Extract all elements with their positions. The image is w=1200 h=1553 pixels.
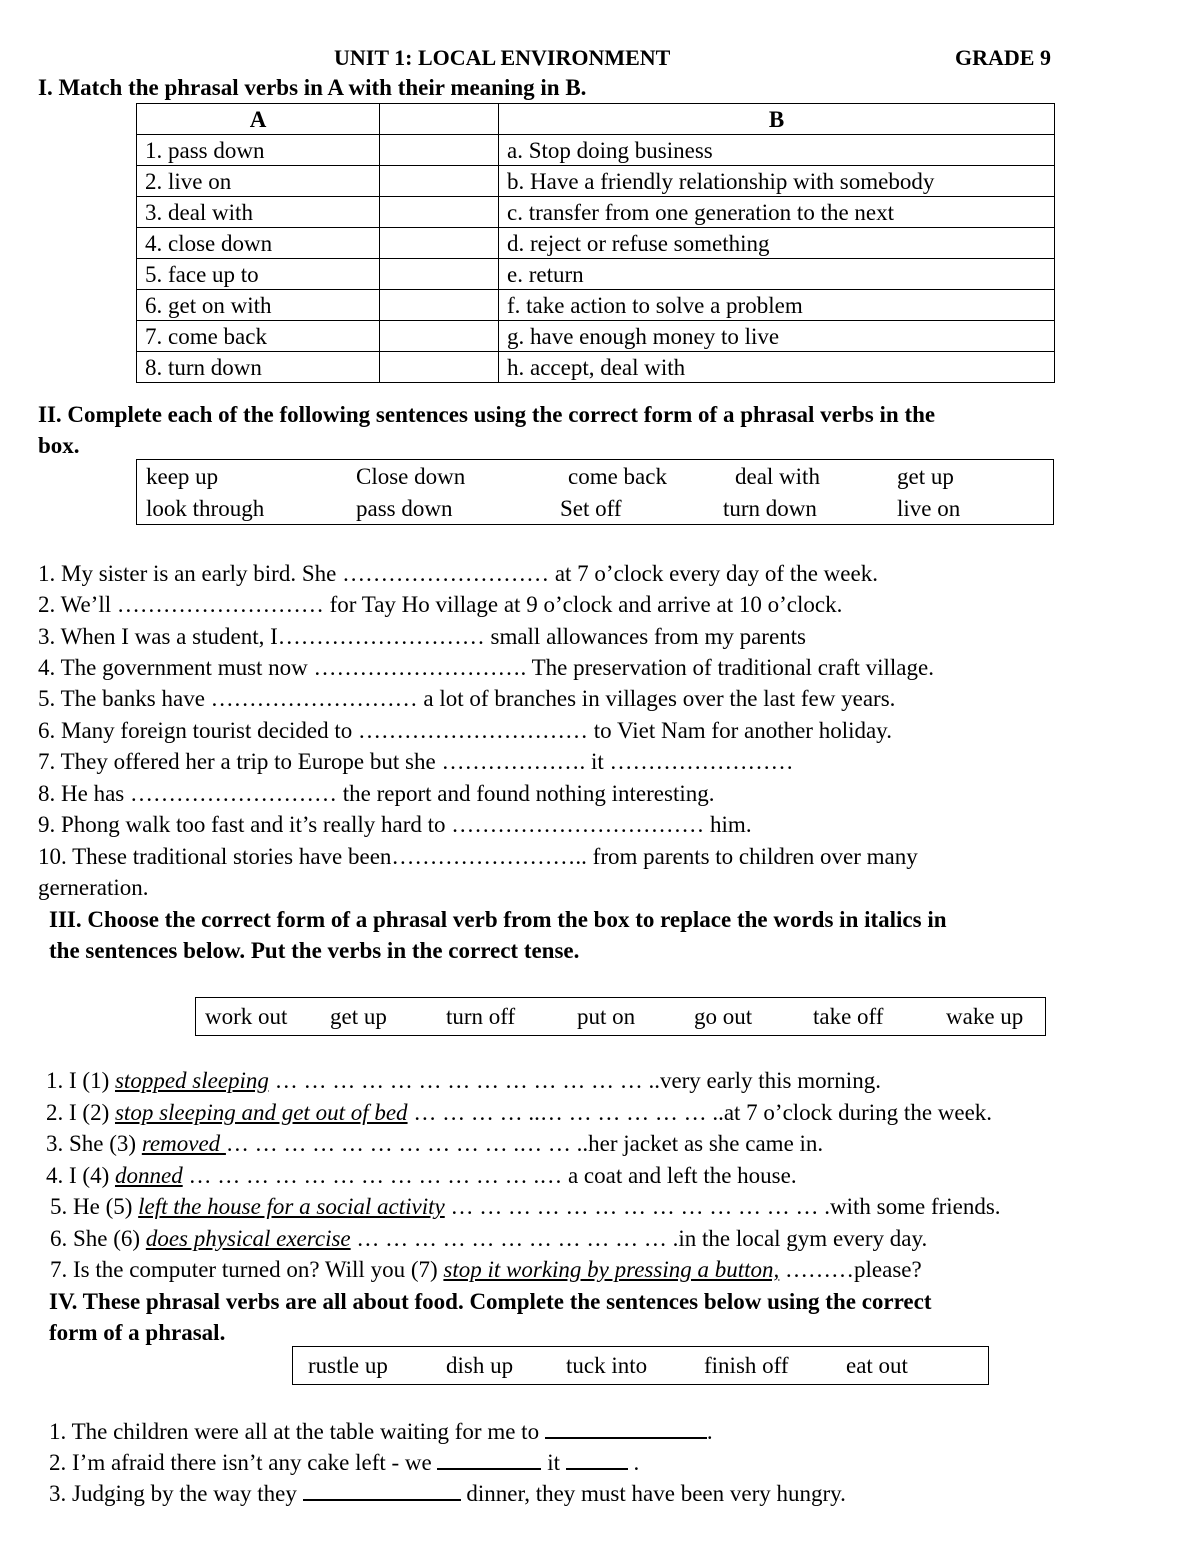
box-word: Set off	[560, 496, 622, 521]
box-word: keep up	[146, 464, 219, 489]
italic-phrase: stop sleeping and get out of bed	[114, 1100, 408, 1125]
section2-heading-line2: box.	[38, 433, 80, 458]
b-item: c. transfer from one generation to the next	[499, 197, 1055, 228]
sentence-text: … … … … … … … … … … .… … ..her jacket as she came in.	[225, 1131, 824, 1156]
answer-blank[interactable]	[566, 1446, 628, 1470]
answer-cell[interactable]	[380, 166, 499, 197]
grade-label: GRADE 9	[955, 45, 1051, 70]
section4-heading-line2: form of a phrasal.	[49, 1320, 226, 1345]
answer-cell[interactable]	[380, 352, 499, 383]
sentence-text: 1. I (1)	[46, 1068, 115, 1093]
sentence-4: 4. The government must now ………………………. The preservation of traditional craft village.	[38, 655, 934, 680]
a-item: 3. deal with	[137, 197, 380, 228]
sentence-text: 6. She (6)	[50, 1226, 146, 1251]
food-sentence-3	[49, 1477, 846, 1509]
sentence-text: it	[541, 1450, 566, 1475]
col-b-header: B	[499, 104, 1055, 135]
sentence-text: … … … … … … … … … … … .in the local gym every day.	[350, 1226, 928, 1251]
food-sentence-1	[49, 1415, 713, 1447]
sentence-text: 1. The children were all at the table waiting for me to	[49, 1419, 545, 1444]
italic-phrase: stop it working by pressing a button,	[443, 1257, 780, 1282]
sentence-text: .	[627, 1450, 640, 1475]
sentence-7: 7. They offered her a trip to Europe but she ………………. it ……………………	[38, 749, 794, 774]
box-word: work out	[205, 1004, 288, 1029]
sentence-8: 8. He has ……………………… the report and found nothing interesting.	[38, 781, 715, 806]
box-word: look through	[146, 496, 265, 521]
table-row	[137, 197, 1055, 228]
answer-blank[interactable]	[545, 1415, 707, 1439]
answer-blank[interactable]	[303, 1477, 461, 1501]
answer-cell[interactable]	[380, 197, 499, 228]
italics-sentence-7	[50, 1254, 922, 1285]
sentence-text: … … … … ..… … … … … … ..at 7 o’clock during the week.	[407, 1100, 993, 1125]
sentence-text: … … … … … … … … … … … … … .with some friends.	[444, 1194, 1001, 1219]
phrasal-verb-box	[195, 997, 1046, 1036]
table-header-row	[137, 104, 1055, 135]
box-word: finish off	[704, 1353, 789, 1378]
b-item: a. Stop doing business	[499, 135, 1055, 166]
box-word: pass down	[356, 496, 453, 521]
food-sentence-2	[49, 1446, 639, 1478]
box-word: Close down	[356, 464, 466, 489]
sentence-2: 2. We’ll ……………………… for Tay Ho village at 9 o’clock and arrive at 10 o’clock.	[38, 592, 843, 617]
box-word: tuck into	[566, 1353, 648, 1378]
box-word: wake up	[946, 1004, 1024, 1029]
a-item: 8. turn down	[137, 352, 380, 383]
box-word: live on	[897, 496, 961, 521]
col-a-header: A	[137, 104, 380, 135]
italics-sentence-1	[46, 1065, 881, 1096]
matching-table	[136, 103, 1055, 383]
section3-heading-line2: the sentences below. Put the verbs in the correct tense.	[49, 938, 580, 963]
answer-column-header	[380, 104, 499, 135]
sentence-text: 7. Is the computer turned on? Will you (7)	[50, 1257, 444, 1282]
table-row	[137, 259, 1055, 290]
a-item: 5. face up to	[137, 259, 380, 290]
box-word: put on	[577, 1004, 636, 1029]
sentence-text: ………please?	[779, 1257, 922, 1282]
sentence-text: .	[706, 1419, 713, 1444]
a-item: 4. close down	[137, 228, 380, 259]
box-word: rustle up	[308, 1353, 388, 1378]
a-item: 7. come back	[137, 321, 380, 352]
section3-heading-line1: III. Choose the correct form of a phrasal verb from the box to replace the words in italics in	[49, 907, 947, 932]
b-item: b. Have a friendly relationship with somebody	[499, 166, 1055, 197]
box-word: turn off	[446, 1004, 516, 1029]
table-row	[137, 228, 1055, 259]
sentence-5: 5. The banks have ……………………… a lot of branches in villages over the last few years.	[38, 686, 896, 711]
sentence-10: 10. These traditional stories have been…………………….. from parents to children over many	[38, 844, 918, 869]
table-row	[137, 135, 1055, 166]
sentence-text: 2. I’m afraid there isn’t any cake left - we	[49, 1450, 438, 1475]
box-word: eat out	[846, 1353, 908, 1378]
a-item: 2. live on	[137, 166, 380, 197]
answer-cell[interactable]	[380, 321, 499, 352]
table-row	[137, 321, 1055, 352]
sentence-text: 2. I (2)	[46, 1100, 115, 1125]
sentence-text: 3. Judging by the way they	[49, 1481, 303, 1506]
sentence-text: 4. I (4)	[46, 1163, 115, 1188]
b-item: d. reject or refuse something	[499, 228, 1055, 259]
a-item: 6. get on with	[137, 290, 380, 321]
table-row	[137, 290, 1055, 321]
page-title: UNIT 1: LOCAL ENVIRONMENT	[334, 45, 671, 70]
section2-heading-line1: II. Complete each of the following sentences using the correct form of a phrasal verbs in the	[38, 402, 936, 427]
italics-sentence-4	[46, 1160, 797, 1191]
italic-phrase: does physical exercise	[145, 1226, 351, 1251]
sentence-10-cont: gerneration.	[38, 875, 149, 900]
box-word: come back	[568, 464, 667, 489]
answer-cell[interactable]	[380, 259, 499, 290]
italics-sentence-5	[50, 1191, 1001, 1222]
italics-sentence-2	[46, 1097, 992, 1128]
phrasal-verb-box	[292, 1346, 989, 1385]
sentence-text: dinner, they must have been very hungry.	[460, 1481, 846, 1506]
box-word: take off	[813, 1004, 884, 1029]
sentence-text: 5. He (5)	[50, 1194, 139, 1219]
box-word: go out	[694, 1004, 753, 1029]
italics-sentence-3	[46, 1128, 823, 1159]
phrasal-verb-box	[136, 459, 1054, 525]
sentence-9: 9. Phong walk too fast and it’s really hard to …………………………… him.	[38, 812, 752, 837]
sentence-text: … … … … … … … … … … … … .… a coat and left the house.	[182, 1163, 797, 1188]
box-word: get up	[330, 1004, 387, 1029]
b-item: h. accept, deal with	[499, 352, 1055, 383]
italics-sentence-6	[50, 1223, 927, 1254]
b-item: e. return	[499, 259, 1055, 290]
sentence-6: 6. Many foreign tourist decided to ………………………… to Viet Nam for another holiday.	[38, 718, 892, 743]
table-row	[137, 166, 1055, 197]
italic-phrase: left the house for a social activity	[138, 1194, 445, 1219]
answer-blank[interactable]	[437, 1446, 541, 1470]
italic-phrase: stopped sleeping	[114, 1068, 269, 1093]
b-item: g. have enough money to live	[499, 321, 1055, 352]
box-word: deal with	[735, 464, 820, 489]
answer-cell[interactable]	[380, 290, 499, 321]
sentence-text: … … … … … … … … … … … … … ..very early this morning.	[268, 1068, 881, 1093]
sentence-text: 3. She (3)	[46, 1131, 142, 1156]
sentence-1: 1. My sister is an early bird. She ……………………… at 7 o’clock every day of the week.	[38, 561, 878, 586]
italic-phrase: donned	[114, 1163, 183, 1188]
italic-phrase: removed	[141, 1131, 226, 1156]
table-row	[137, 352, 1055, 383]
box-word: turn down	[723, 496, 817, 521]
a-item: 1. pass down	[137, 135, 380, 166]
section1-heading: I. Match the phrasal verbs in A with their meaning in B.	[38, 75, 587, 100]
answer-cell[interactable]	[380, 135, 499, 166]
box-word: dish up	[446, 1353, 514, 1378]
sentence-3: 3. When I was a student, I……………………… small allowances from my parents	[38, 624, 807, 649]
section4-heading-line1: IV. These phrasal verbs are all about food. Complete the sentences below using the correct	[49, 1289, 932, 1314]
b-item: f. take action to solve a problem	[499, 290, 1055, 321]
box-word: get up	[897, 464, 954, 489]
answer-cell[interactable]	[380, 228, 499, 259]
